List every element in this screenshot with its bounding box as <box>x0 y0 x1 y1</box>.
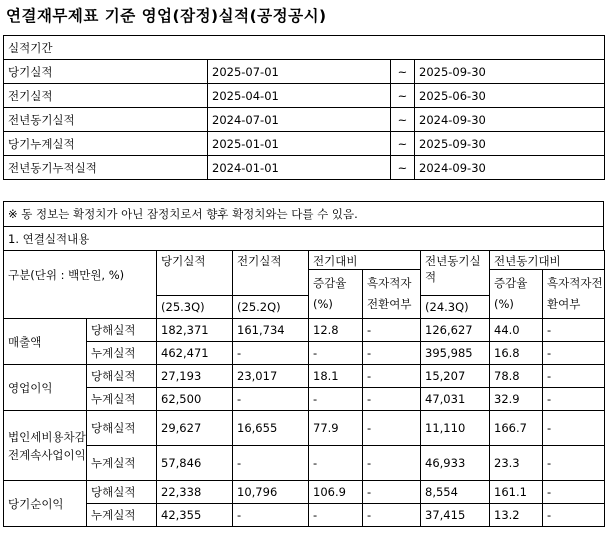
cell-yoy-turn: - <box>543 319 605 342</box>
cell-prev: 23,017 <box>233 365 309 388</box>
period-row <box>4 132 605 156</box>
prev-period: (25.2Q) <box>233 296 309 319</box>
period-start: 2024-07-01 <box>208 108 391 132</box>
cell-yoy-rate: 161.1 <box>490 481 543 504</box>
table-row <box>4 365 605 388</box>
sub-qoq-rate: 증감율(%) <box>309 270 363 319</box>
cell-current: 57,846 <box>157 446 233 481</box>
row-type: 당해실적 <box>87 481 157 504</box>
cell-qoq-rate: 18.1 <box>309 365 363 388</box>
period-table <box>3 35 605 180</box>
period-separator: ~ <box>391 84 415 108</box>
page-title: 연결재무제표 기준 영업(잠정)실적(공정공시) <box>6 7 327 25</box>
period-start: 2025-04-01 <box>208 84 391 108</box>
row-type: 누계실적 <box>87 446 157 481</box>
cell-yoy-rate: 23.3 <box>490 446 543 481</box>
period-label: 전년동기누적실적 <box>4 156 208 180</box>
cell-yoy-turn: - <box>543 365 605 388</box>
cell-prev: - <box>233 342 309 365</box>
cell-qoq-rate: - <box>309 446 363 481</box>
cell-yoy-rate: 44.0 <box>490 319 543 342</box>
item-name: 당기순이익 <box>4 481 87 527</box>
period-separator: ~ <box>391 156 415 180</box>
cell-yoy-turn: - <box>543 388 605 411</box>
cell-yoy-actual: 15,207 <box>421 365 490 388</box>
table-row <box>4 481 605 504</box>
period-end: 2024-09-30 <box>415 156 605 180</box>
cell-qoq-rate: 77.9 <box>309 411 363 446</box>
cell-yoy-rate: 78.8 <box>490 365 543 388</box>
cell-current: 62,500 <box>157 388 233 411</box>
period-label: 당기누계실적 <box>4 132 208 156</box>
item-name: 법인세비용차감전계속사업이익 <box>4 411 87 481</box>
cell-yoy-turn: - <box>543 342 605 365</box>
cell-yoy-rate: 16.8 <box>490 342 543 365</box>
cell-prev: - <box>233 504 309 527</box>
current-period: (25.3Q) <box>157 296 233 319</box>
col-yoy: 전년동기대비 <box>490 251 605 270</box>
sub-yoy-turn: 흑자적자전환여부 <box>543 270 605 319</box>
cell-yoy-turn: - <box>543 504 605 527</box>
cell-yoy-turn: - <box>543 481 605 504</box>
period-end: 2025-09-30 <box>415 132 605 156</box>
cell-yoy-actual: 47,031 <box>421 388 490 411</box>
cell-current: 182,371 <box>157 319 233 342</box>
table-row <box>4 342 605 365</box>
cell-yoy-actual: 11,110 <box>421 411 490 446</box>
cell-current: 27,193 <box>157 365 233 388</box>
cell-yoy-actual: 8,554 <box>421 481 490 504</box>
item-name: 영업이익 <box>4 365 87 411</box>
cell-yoy-turn: - <box>543 446 605 481</box>
period-start: 2025-01-01 <box>208 132 391 156</box>
table-row <box>4 411 605 446</box>
cell-prev: 161,734 <box>233 319 309 342</box>
cell-yoy-actual: 126,627 <box>421 319 490 342</box>
cell-current: 29,627 <box>157 411 233 446</box>
section-title: 1. 연결실적내용 <box>4 226 603 251</box>
yoy-period: (24.3Q) <box>421 296 490 319</box>
cell-yoy-rate: 166.7 <box>490 411 543 446</box>
period-end: 2025-06-30 <box>415 84 605 108</box>
period-separator: ~ <box>391 132 415 156</box>
col-current: 당기실적 <box>157 251 233 296</box>
period-end: 2024-09-30 <box>415 108 605 132</box>
row-type: 당해실적 <box>87 319 157 342</box>
cell-qoq-rate: 106.9 <box>309 481 363 504</box>
period-row <box>4 84 605 108</box>
period-header: 실적기간 <box>4 36 605 60</box>
period-row <box>4 60 605 84</box>
cell-qoq-turn: - <box>363 319 421 342</box>
table-row <box>4 319 605 342</box>
cell-qoq-turn: - <box>363 388 421 411</box>
cell-yoy-actual: 46,933 <box>421 446 490 481</box>
cell-qoq-rate: - <box>309 342 363 365</box>
unit-label: 구분(단위 : 백만원, %) <box>4 251 157 319</box>
table-row <box>4 504 605 527</box>
row-type: 누계실적 <box>87 388 157 411</box>
cell-qoq-rate: 12.8 <box>309 319 363 342</box>
period-start: 2025-07-01 <box>208 60 391 84</box>
sub-yoy-rate: 증감율(%) <box>490 270 543 319</box>
period-label: 전년동기실적 <box>4 108 208 132</box>
period-row <box>4 108 605 132</box>
item-name: 매출액 <box>4 319 87 365</box>
cell-qoq-rate: - <box>309 388 363 411</box>
cell-yoy-turn: - <box>543 411 605 446</box>
cell-prev: - <box>233 446 309 481</box>
period-label: 전기실적 <box>4 84 208 108</box>
period-label: 당기실적 <box>4 60 208 84</box>
results-table <box>3 250 605 527</box>
cell-qoq-turn: - <box>363 446 421 481</box>
period-start: 2024-01-01 <box>208 156 391 180</box>
notice-text: ※ 동 정보는 확정치가 아닌 잠정치로서 향후 확정치와는 다를 수 있음. <box>8 207 358 221</box>
cell-prev: 16,655 <box>233 411 309 446</box>
cell-current: 42,355 <box>157 504 233 527</box>
col-prev: 전기실적 <box>233 251 309 296</box>
cell-prev: 10,796 <box>233 481 309 504</box>
cell-qoq-turn: - <box>363 342 421 365</box>
col-yoy-actual: 전년동기실적 <box>421 251 490 296</box>
table-row <box>4 446 605 481</box>
row-type: 당해실적 <box>87 411 157 446</box>
cell-qoq-turn: - <box>363 411 421 446</box>
cell-yoy-actual: 37,415 <box>421 504 490 527</box>
period-row <box>4 156 605 180</box>
cell-yoy-actual: 395,985 <box>421 342 490 365</box>
cell-qoq-rate: - <box>309 504 363 527</box>
table-row <box>4 388 605 411</box>
cell-yoy-rate: 13.2 <box>490 504 543 527</box>
row-type: 당해실적 <box>87 365 157 388</box>
sub-qoq-turn: 흑자적자전환여부 <box>363 270 421 319</box>
period-end: 2025-09-30 <box>415 60 605 84</box>
cell-qoq-turn: - <box>363 504 421 527</box>
cell-current: 22,338 <box>157 481 233 504</box>
notice-box <box>3 201 604 251</box>
row-type: 누계실적 <box>87 504 157 527</box>
col-qoq: 전기대비 <box>309 251 421 270</box>
cell-prev: - <box>233 388 309 411</box>
cell-qoq-turn: - <box>363 481 421 504</box>
cell-yoy-rate: 32.9 <box>490 388 543 411</box>
period-separator: ~ <box>391 60 415 84</box>
row-type: 누계실적 <box>87 342 157 365</box>
cell-qoq-turn: - <box>363 365 421 388</box>
period-separator: ~ <box>391 108 415 132</box>
cell-current: 462,471 <box>157 342 233 365</box>
